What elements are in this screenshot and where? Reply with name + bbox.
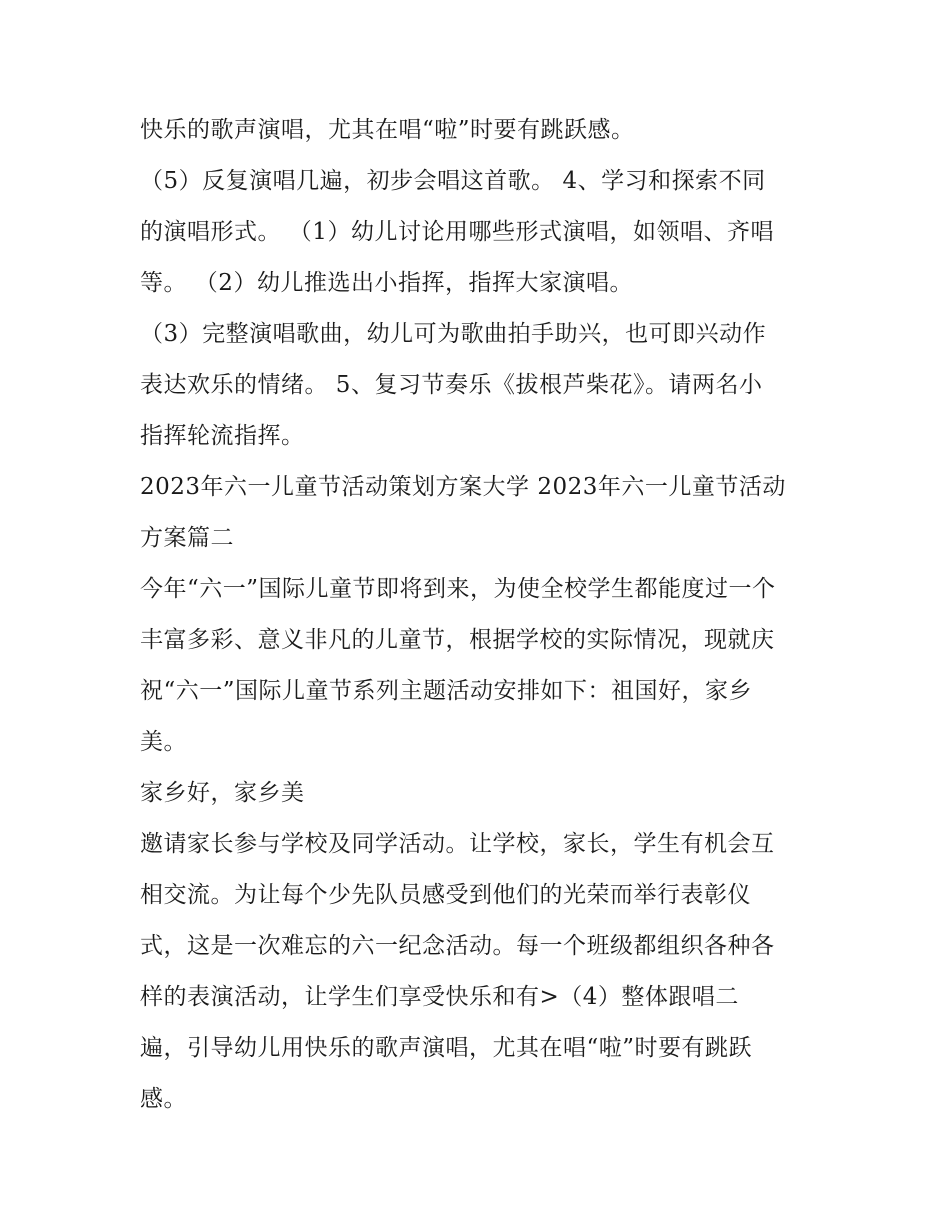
text-line: 样的表演活动，让学生们享受快乐和有>（4）整体跟唱二 (140, 984, 739, 1010)
subheading-line: 家乡好，家乡美 (140, 780, 305, 806)
text-line: 的演唱形式。 （1）幼儿讨论用哪些形式演唱，如领唱、齐唱 (140, 219, 774, 245)
text-line: 遍，引导幼儿用快乐的歌声演唱，尤其在唱“啦”时要有跳跃 (140, 1035, 753, 1061)
section-title-line: 2023年六一儿童节活动策划方案大学 2023年六一儿童节活动 (140, 474, 786, 500)
text-line: 丰富多彩、意义非凡的儿童节，根据学校的实际情况，现就庆 (140, 627, 775, 653)
text-line: 表达欢乐的情绪。 5、复习节奏乐《拔根芦柴花》。请两名小 (140, 372, 763, 398)
text-line: 感。 (140, 1086, 187, 1112)
text-line: 快乐的歌声演唱，尤其在唱“啦”时要有跳跃感。 (140, 117, 635, 143)
text-line: （5）反复演唱几遍，初步会唱这首歌。 4、学习和探索不同 (140, 168, 766, 194)
text-line: 祝“六一”国际儿童节系列主题活动安排如下：祖国好，家乡 (140, 678, 753, 704)
text-line: 邀请家长参与学校及同学活动。让学校，家长，学生有机会互 (140, 831, 775, 857)
text-line: 指挥轮流指挥。 (140, 423, 305, 449)
text-line: 美。 (140, 729, 187, 755)
text-line: （3）完整演唱歌曲，幼儿可为歌曲拍手助兴，也可即兴动作 (140, 321, 767, 347)
text-line: 式，这是一次难忘的六一纪念活动。每一个班级都组织各种各 (140, 933, 775, 959)
text-line: 等。 （2）幼儿推选出小指挥，指挥大家演唱。 (140, 270, 633, 296)
text-line: 今年“六一”国际儿童节即将到来，为使全校学生都能度过一个 (140, 576, 776, 602)
section-title-line: 方案篇二 (140, 525, 234, 551)
text-line: 相交流。为让每个少先队员感受到他们的光荣而举行表彰仪 (140, 882, 751, 908)
